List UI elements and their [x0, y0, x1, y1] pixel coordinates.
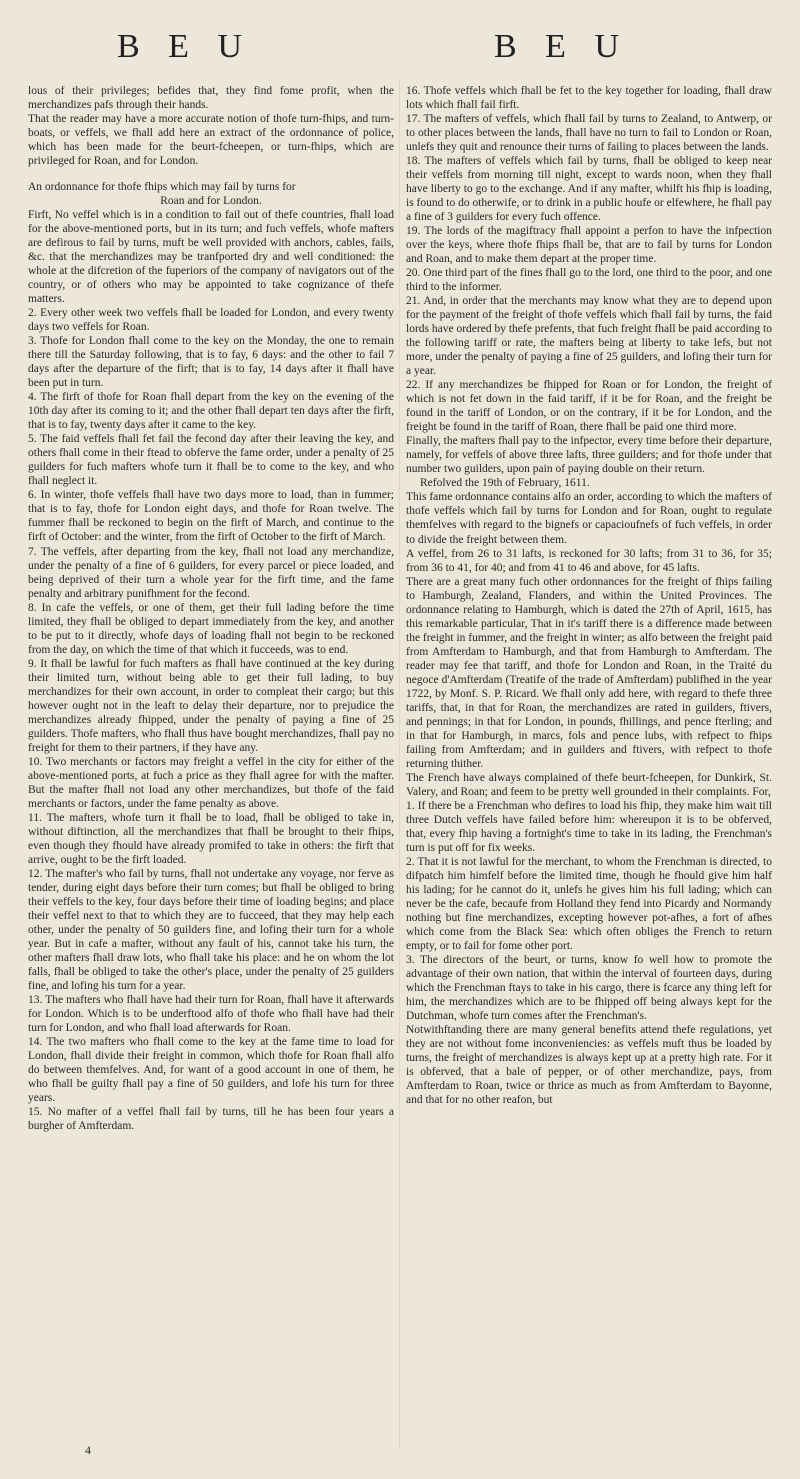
right-column [406, 84, 772, 1107]
running-head-left: B E U [117, 28, 252, 65]
paragraph: 16. Thofe veffels which fhall be fet to the key together for loading, fhall draw lots which fhall fail firft. [406, 85, 772, 112]
paragraph: 5. The faid veffels fhall fet fail the fecond day after their leaving the key, and others fhall come in their ftead to obferve the fame order, under a penalty of 25 guilders for fuch mafters whofe turn it fhall be to come to the key, and who fhall neglect it. [28, 433, 394, 488]
column-gutter [399, 80, 400, 1450]
paragraph: 20. One third part of the fines fhall go to the lord, one third to the poor, and one third to the informer. [406, 267, 772, 294]
paragraph: The French have always complained of thefe beurt-fcheepen, for Dunkirk, St. Valery, and Roan; and feem to be pretty well grounded in their complaints. For, [406, 771, 772, 798]
paragraph: 4. The firft of thofe for Roan fhall depart from the key on the evening of the 10th day after its coming to it; and the other fhall depart ten days after the firft, that is to fay, twenty days after it came to the key. [28, 391, 394, 432]
paragraph: Refolved the 19th of February, 1611. [420, 477, 590, 490]
paragraph: 11. The mafters, whofe turn it fhall be to load, fhall be obliged to take in, without diftinction, all the merchandizes that fhall be brought to their fhips, even though they fhould have already promifed to take in others: the firft that arrive, ought to be the firft loaded. [28, 811, 394, 866]
paragraph: 8. In cafe the veffels, or one of them, get their full lading before the time limited, they fhall be obliged to depart immediately from the key, and another to be put to it directly, whofe days of loading fhall not begin to be reckoned from the day, on which the time of that which it fucceeds, was to end. [28, 601, 394, 656]
paragraph: 1. If there be a Frenchman who defires to load his fhip, they make him wait till three Dutch veffels have failed before him: whereupon it is to be obferved, that, every fhip having a fortnight's time to take in its lading, the Frenchman's turn is put off for fix weeks. [406, 799, 772, 854]
paragraph: lous of their privileges; befides that, they find fome profit, when the merchandizes pafs through their hands. [28, 85, 394, 112]
paragraph: 10. Two merchants or factors may freight a veffel in the city for either of the above-mentioned ports, at fuch a price as they fhall agree for with the mafter. But the mafter fhall not load any other merchandizes, but thofe of the faid merchants or factors, under the fame penalty as above. [28, 755, 394, 810]
paragraph: 19. The lords of the magiftracy fhall appoint a perfon to have the infpection over the keys, where thofe fhips fhall be, that are to fail by turns for London and Roan, and to make them depart at the proper time. [406, 225, 772, 266]
paragraph: 15. No mafter of a veffel fhall fail by turns, till he has been four years a burgher of Amfterdam. [28, 1106, 394, 1133]
running-head-right: B E U [494, 28, 629, 65]
paragraph: That the reader may have a more accurate notion of thofe turn-fhips, and turn-boats, or veffels, we fhall add here an extract of the ordonnance of police, which has been made for the beurt-fcheepen, or turn-fhips, which are privileged for Roan, and for London. [28, 113, 394, 168]
paragraph: 6. In winter, thofe veffels fhall have two days more to load, than in fummer; that is to fay, thofe for London eight days, and thofe for Roan twelve. The fummer fhall be reckoned to begin on the firft of March, and continue to the firft of October: and the winter, from the firft of October to the firft of March. [28, 489, 394, 544]
paragraph: 2. Every other week two veffels fhall be loaded for London, and every twenty days two veffels for Roan. [28, 307, 394, 334]
paragraph: 18. The mafters of veffels which fail by turns, fhall be obliged to keep near their veffels from morning till night, except to wards noon, when they fhall have liberty to go to the exchange. And if any mafter, whilft his fhip is loading, is found to do otherwife, or to drink in a public houfe or elfewhere, he fhall pay a fine of 3 guilders for every fuch offence. [406, 155, 772, 224]
paragraph: Roan and for London. [160, 195, 262, 208]
paragraph: 12. The mafter's who fail by turns, fhall not undertake any voyage, nor ferve as tender, during eight days before their turn comes; but fhall be obliged to bring their veffels to the key, four days before their time of loading begins; and place their veffel next to that to which they are to fucceed, that they may help each other, under the penalty of 50 guilders fine, and lofing their turn for a whole year. But in cafe a mafter, without any fault of his, cannot take his turn, the other mafters fhall draw lots, who fhall take his place: and he on whom the lot falls, fhall be obliged to take the other's place, under the penalty of 25 guilders fine, and lofing his turn for a year. [28, 867, 394, 992]
paragraph: A veffel, from 26 to 31 lafts, is reckoned for 30 lafts; from 31 to 36, for 35; from 36 to 41, for 40; and from 41 to 46 and above, for 45 lafts. [406, 547, 772, 574]
paragraph: 2. That it is not lawful for the merchant, to whom the Frenchman is directed, to difpatch him himfelf before the limited time, though he fhould give him half his lading; for he cannot do it, unlefs he gives him his full lading; which can never be the cafe, becaufe from Holland they fend into Picardy and Normandy nothing but fine merchandizes, excepting however pot-afhes, a fort of afhes which come from the Black Sea: which often obliges the French to return empty, or to fail for fome other port. [406, 855, 772, 952]
paragraph: 9. It fhall be lawful for fuch mafters as fhall have continued at the key during their limited turn, without being able to get their full lading, to buy merchandizes for their own account, in order to compleat their cargo; but this however ought not in the leaft to delay their departure, nor to prejudice the merchandizes already fhipped, under the penalty of paying a fine of 25 guilders. Thofe mafters, who fhall thus have bought merchandizes, fhall pay no freight for them to their partners, if they have any. [28, 657, 394, 754]
paragraph: Finally, the mafters fhall pay to the infpector, every time before their departure, namely, for veffels of above three lafts, three guilders; and for thofe under that number two guilders, upon pain of paying double on their return. [406, 435, 772, 476]
paragraph: 13. The mafters who fhall have had their turn for Roan, fhall have it afterwards for London. Which is to be underftood alfo of thofe who fhall have had their turn for London, and who fhall load afterwards for Roan. [28, 994, 394, 1035]
paragraph: Firft, No veffel which is in a condition to fail out of thefe countries, fhall load for the above-mentioned ports, but in its turn; and fuch veffels, whofe mafters are defirous to fail by turns, muft be well provided with anchors, cables, fails, &c. that the merchandizes may be tranfported dry and well conditioned: the whole at the difcretion of the fuperiors of the company of navigators out of the country, or of others who may be appointed to take cognizance of thefe matters. [28, 209, 394, 306]
paragraph: 3. Thofe for London fhall come to the key on the Monday, the one to remain there till the Saturday following, that is to fay, 6 days: and the other to fail 7 days after the departure of the firft; that is to fay, 14 days after it fhall have been put in turn. [28, 335, 394, 390]
paragraph: 3. The directors of the beurt, or turns, know fo well how to promote the advantage of their own nation, that within the interval of fourteen days, during which the Frenchman ftays to take in his cargo, there is fcarce any thing left for him, the merchandizes which are to be fhipped off being always kept for the Dutchman, whofe turn comes after the Frenchman's. [406, 953, 772, 1023]
paragraph: This fame ordonnance contains alfo an order, according to which the mafters of thofe veffels which fail by turns for London and for Roan, ought to regulate themfelves with regard to the bignefs or capacioufnefs of fuch veffels, in order to divide the freight between them. [406, 491, 772, 546]
paragraph: There are a great many fuch other ordonnances for the freight of fhips failing to Hamburgh, Zealand, Flanders, and within the United Provinces. The ordonnance relating to Hamburgh, which is dated the 27th of April, 1615, has this remarkable particular, That in it's tariff there is a difference made between the freight in fummer, and the freight in winter; as alfo between the freight paid from Amfterdam to Hamburgh, and that from Hamburgh to Amfterdam. The reader may fee that tariff, and thofe for London and Roan, in the Traité du negoce d'Amfterdam (Treatife of the trade of Amfterdam) publifhed in the year 1722, by Monf. S. P. Ricard. We fhall only add here, with regard to thefe three tariffs, that, in that for Roan, the merchandizes are rated in guilders, ftivers, and pennings; in that for London, in pounds, fhillings, and pence fterling; and in that for Hamburgh, in marcs, fols and pence lubs, with refpect to fhips failing from Amfterdam; and in guilders and ftivers, with refpect to thofe returning thither. [406, 575, 772, 770]
paragraph: 22. If any merchandizes be fhipped for Roan or for London, the freight of which is not fet down in the faid tariff, if it be for Roan, and the freight be found in the tariff of London, or on the contrary, if it be for London, and the freight be found in the tariff of Roan, there fhall be paid one third more. [406, 379, 772, 434]
left-column [28, 84, 394, 1133]
signature-mark: 4 [85, 1443, 91, 1457]
paragraph: 14. The two mafters who fhall come to the key at the fame time to load for London, fhall divide their freight in common, which thofe for Roan fhall alfo do between themfelves. And, for want of a good account in one of them, he who fhall be guilty fhall pay a fine of 50 guilders, and lofe his turn for three years. [28, 1036, 394, 1105]
paragraph: Notwithftanding there are many general benefits attend thefe regulations, yet they are not without fome inconveniencies: as veffels muft thus be loaded by turns, the freight of merchandizes is always kept up at a pretty high rate. For it is obferved, that a bale of pepper, or of other merchandize, pays, from Amfterdam to Roan, twice or thrice as much as from Amfterdam to Bayonne, and that for no other reafon, but [406, 1024, 772, 1107]
paragraph: 17. The mafters of veffels, which fhall fail by turns to Zealand, to Antwerp, or to other places between the lands, fhall have no turn to fail to London or Roan, unlefs they quit and renounce their turns of failing to places between the lands. [406, 113, 772, 154]
paragraph: 21. And, in order that the merchants may know what they are to depend upon for the payment of the freight of thofe veffels which fhall fail by turns, the faid lords have ordered by thefe prefents, that fuch freight fhall be paid according to the following tariff or rate, the mafters being at liberty to take lefs, but not more, under the penalty of paying a fine of 25 guilders, and lofing their turn for a year. [406, 295, 772, 378]
paragraph: 7. The veffels, after departing from the key, fhall not load any merchandize, under the penalty of a fine of 6 guilders, for every parcel or piece loaded, and being deprived of their turn a whole year for the firft time, and the fame penalty and arbitrary punifhment for the fecond. [28, 545, 394, 600]
paragraph: An ordonnance for thofe fhips which may fail by turns for [28, 181, 296, 194]
